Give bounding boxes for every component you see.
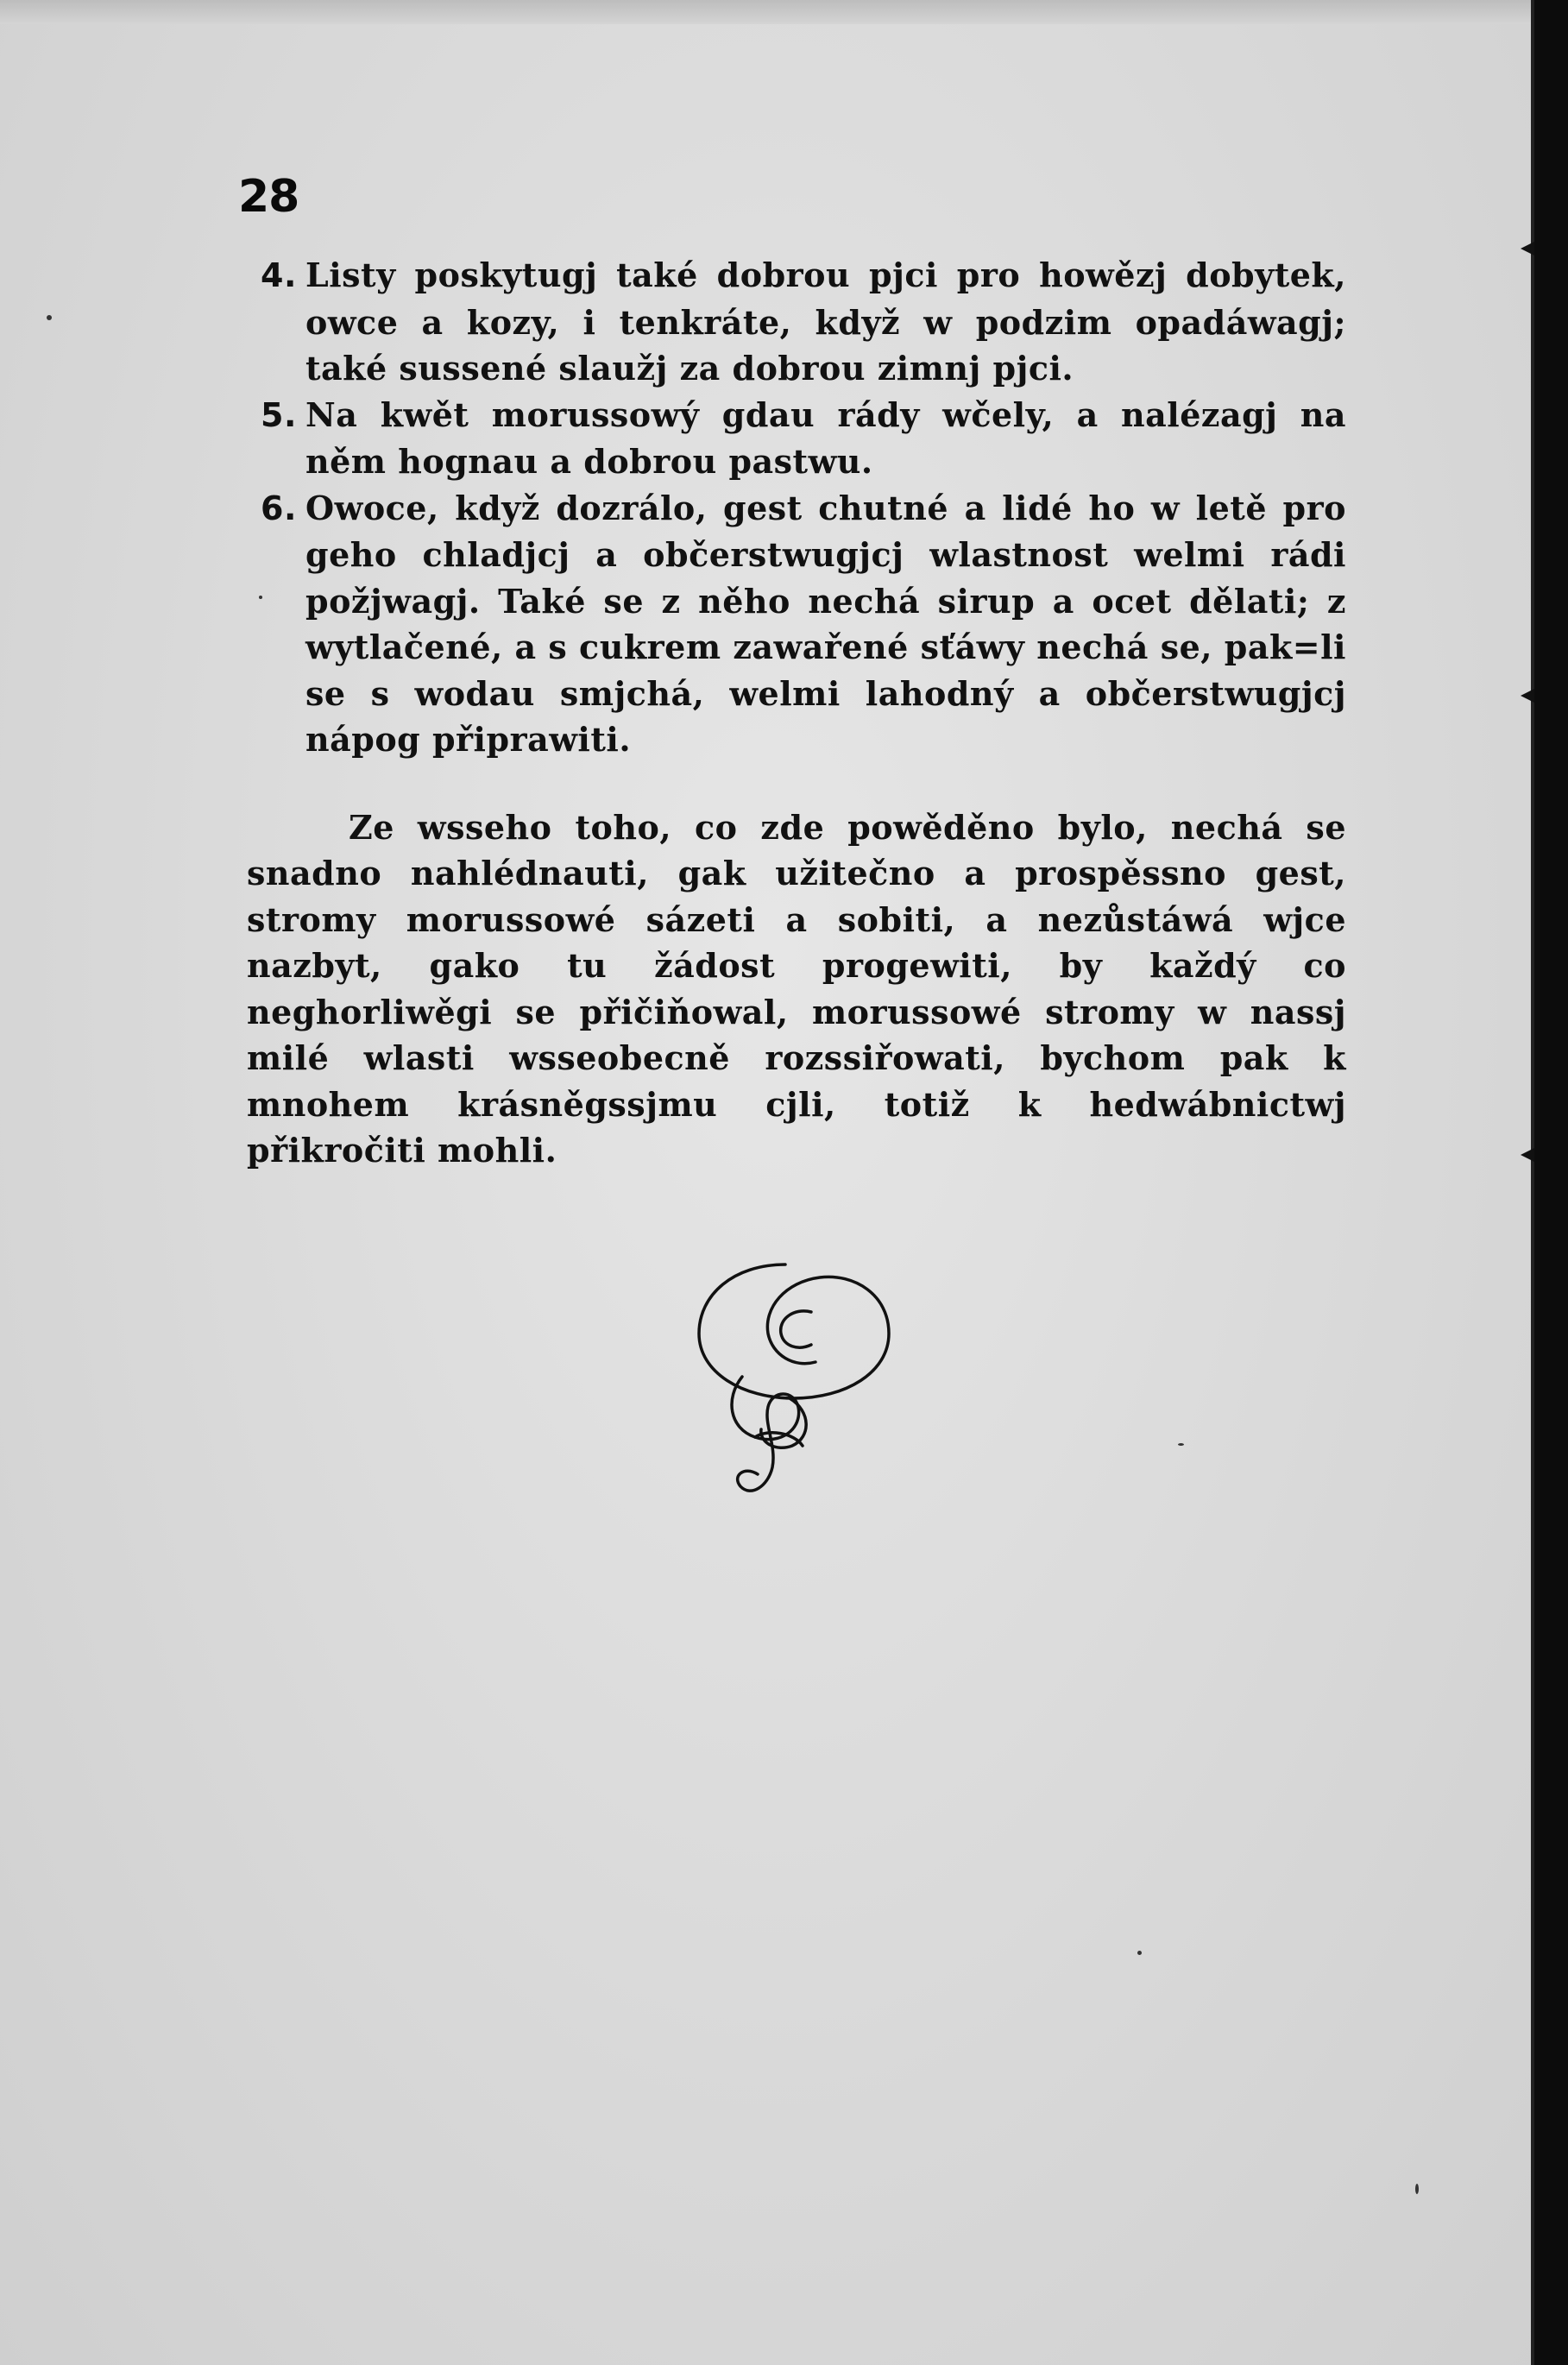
scan-border <box>1534 0 1568 2365</box>
page-number: 28 <box>238 171 299 223</box>
item-text: Owoce, když dozrálo, gest chutné a lidé ho w letě pro geho chladjcj a občerstwugjcj wlastnost welmi rádi požjwagj. Také se z něho nechá sirup a ocet dělati; z wytlačené, a s cukrem zawařené sťáwy nechá se, pak=li se s wodau smjchá, welmi lahodný a občerstwugjcj nápog připrawiti. <box>305 488 1346 759</box>
print-speck <box>1415 2184 1419 2194</box>
print-speck <box>1137 1951 1142 1955</box>
print-speck <box>1178 1443 1184 1446</box>
item-number: 4. <box>261 256 297 294</box>
item-number: 5. <box>261 395 297 434</box>
list-item-6 <box>261 485 1346 763</box>
list-item-4 <box>261 252 1346 392</box>
ornament-flourish-icon <box>682 1260 906 1519</box>
page-top-edge <box>0 0 1545 24</box>
item-text: Na kwět morussowý gdau rády wčely, a nalézagj na něm hognau a dobrou pastwu. <box>305 394 1346 481</box>
closing-paragraph: Ze wsseho toho, co zde powěděno bylo, nechá se snadno nahlédnauti, gak užitečno a prospěssno gest, stromy morussowé sázeti a sobiti, a nezůstáwá wjce nazbyt, gako tu žádost progewiti, by každý co neghorliwěgi se přičiňowal, morussowé stromy w nassj milé wlasti wsseobecně rozssiřowati, bychom pak k mnohem krásněgssjmu cjli, totiž k hedwábnictwj přikročiti mohli. <box>247 807 1346 1170</box>
item-text: Listy poskytugj také dobrou pjci pro howězj dobytek, owce a kozy, i tenkráte, když w podzim opadáwagj; také sussené slaužj za dobrou zimnj pjci. <box>305 255 1346 388</box>
body-text <box>247 252 1346 1174</box>
print-speck <box>259 596 262 599</box>
print-speck <box>47 315 52 320</box>
item-number: 6. <box>261 489 297 527</box>
list-item-5 <box>261 392 1346 485</box>
